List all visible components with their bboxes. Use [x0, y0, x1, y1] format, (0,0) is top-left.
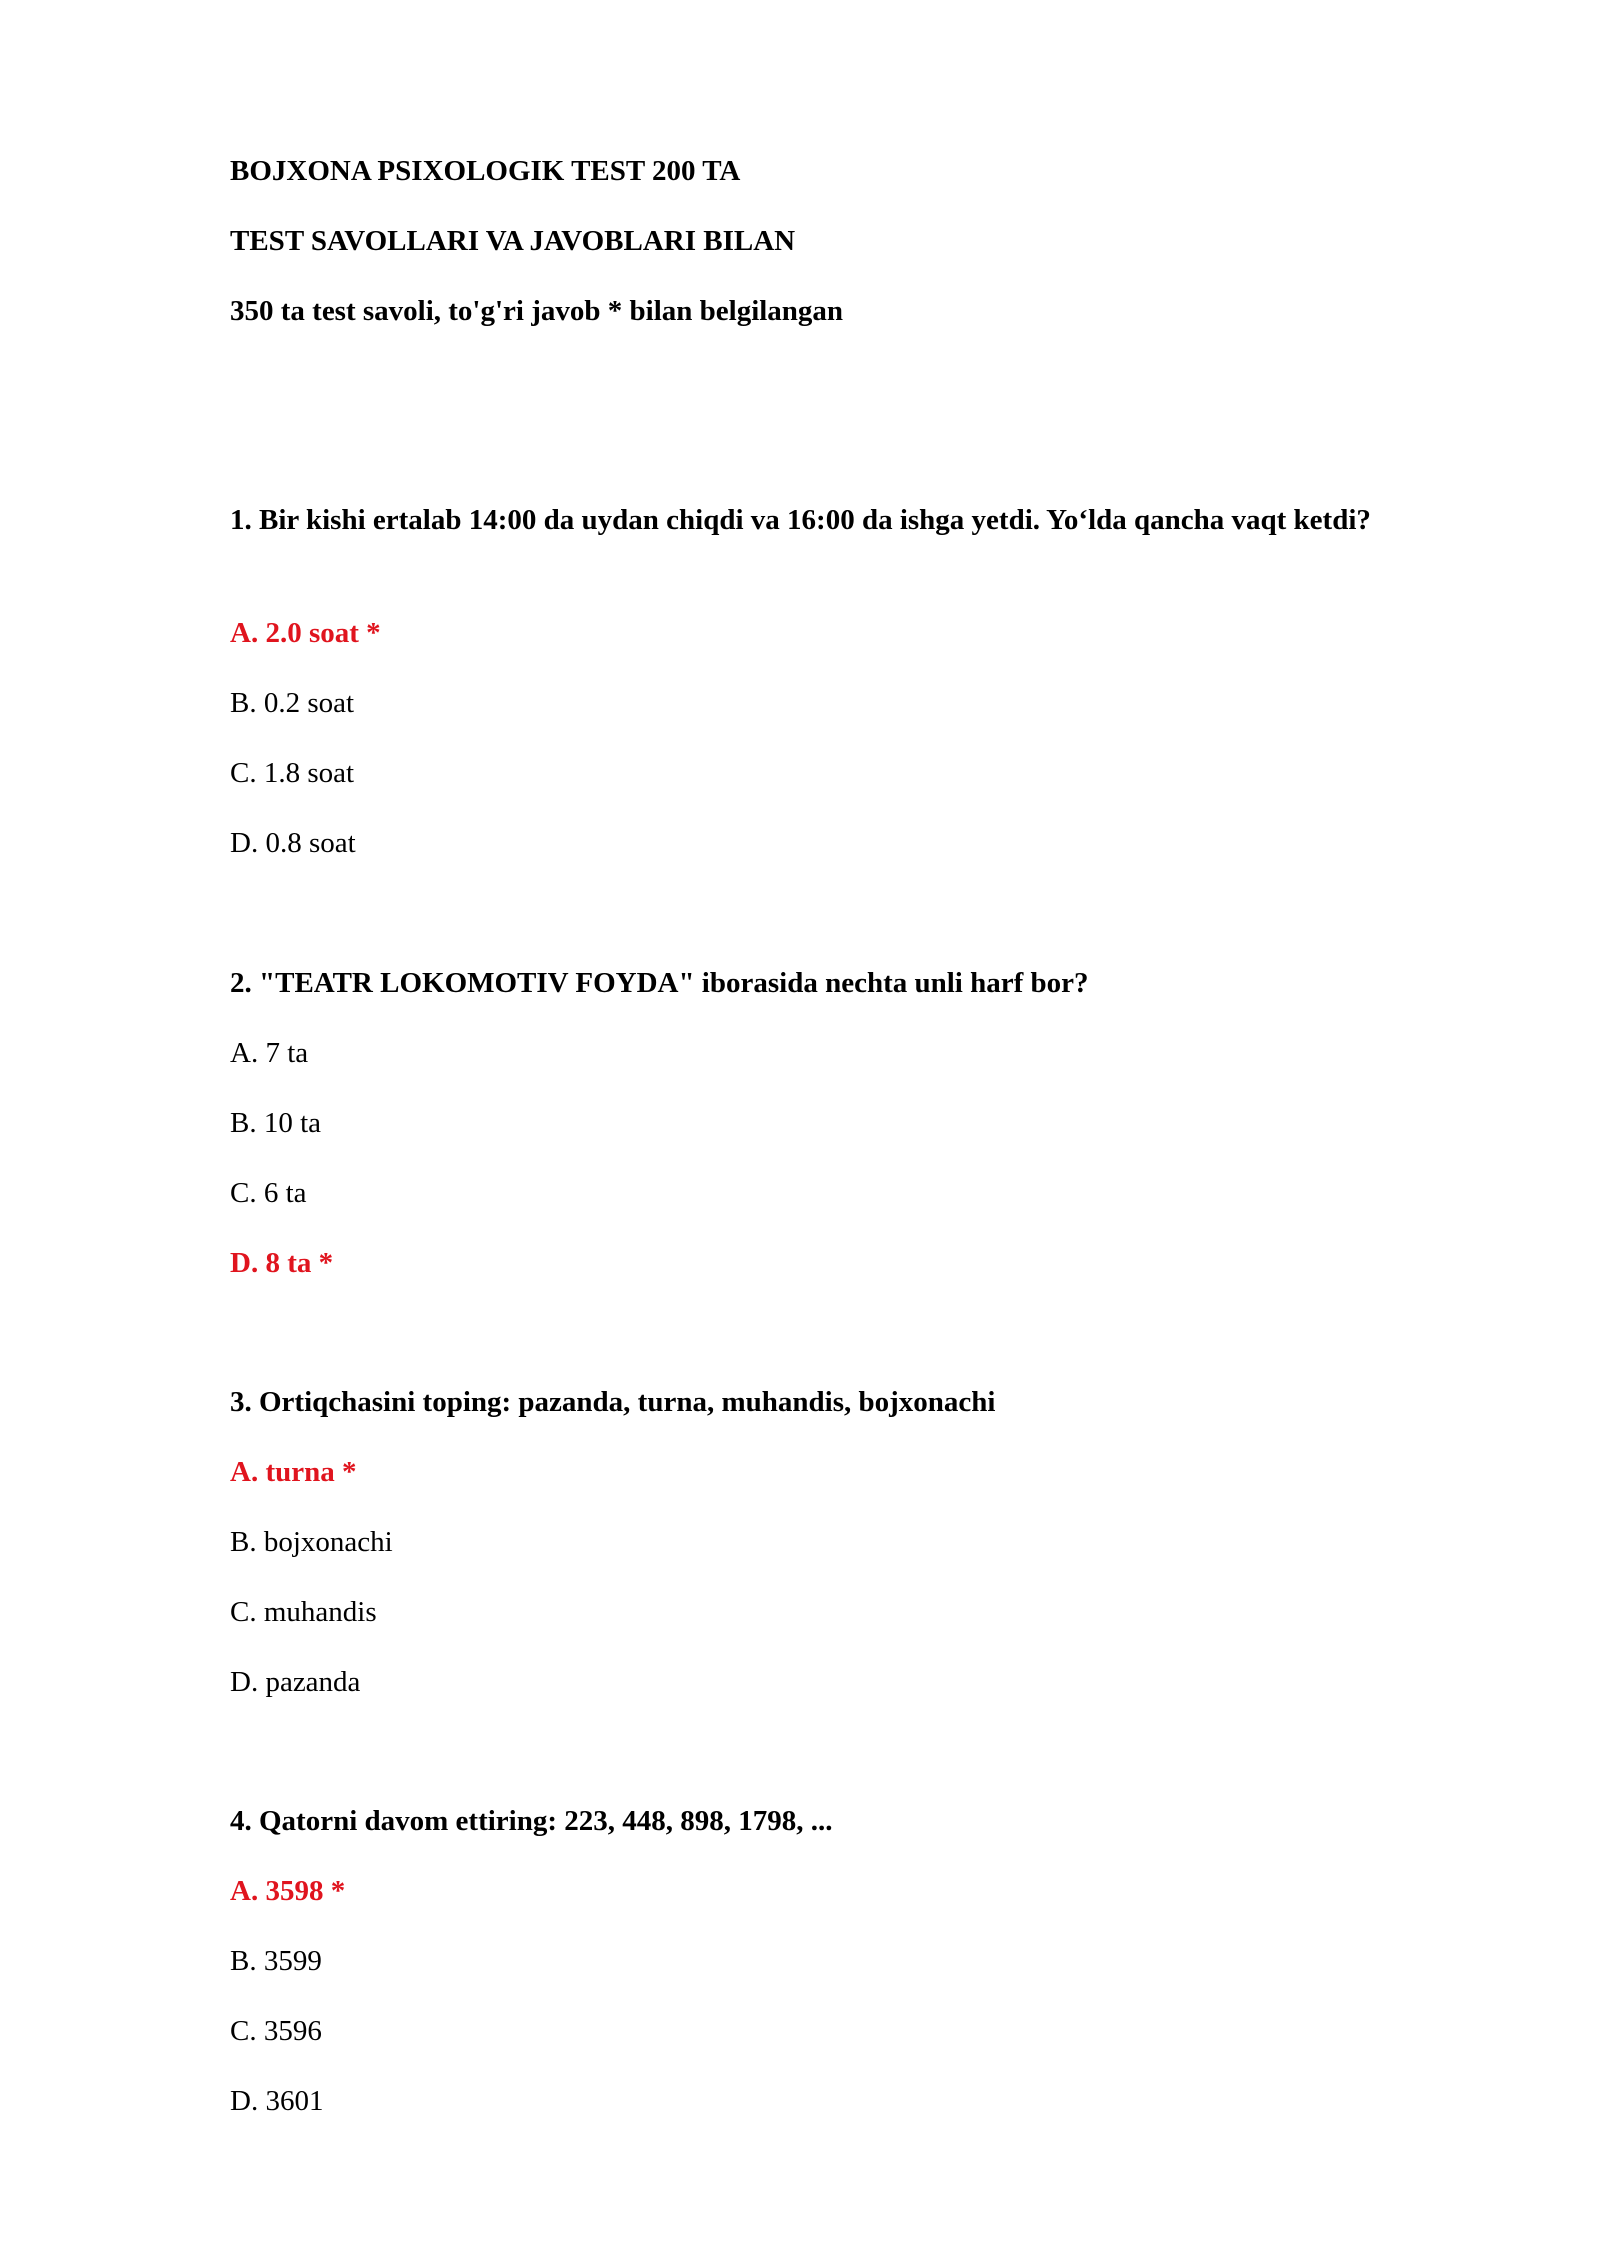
document-title: BOJXONA PSIXOLOGIK TEST 200 TA — [230, 155, 741, 187]
question-4-option-d: D. 3601 — [230, 2085, 324, 2117]
question-3-option-b: B. bojxonachi — [230, 1526, 393, 1558]
question-4-text: 4. Qatorni davom ettiring: 223, 448, 898, 1798, ... — [230, 1805, 833, 1837]
question-4-option-a: A. 3598 * — [230, 1875, 346, 1907]
question-1-text: 1. Bir kishi ertalab 14:00 da uydan chiqdi va 16:00 da ishga yetdi. Yo‘lda qancha vaqt ketdi? — [230, 504, 1371, 536]
question-1-option-b: B. 0.2 soat — [230, 687, 355, 719]
question-2-option-b: B. 10 ta — [230, 1107, 322, 1139]
question-1-option-c: C. 1.8 soat — [230, 757, 355, 789]
document-note: 350 ta test savoli, to'g'ri javob * bilan belgilangan — [230, 295, 844, 327]
document-subtitle: TEST SAVOLLARI VA JAVOBLARI BILAN — [230, 225, 796, 257]
question-3-option-d: D. pazanda — [230, 1666, 361, 1698]
question-1-option-d: D. 0.8 soat — [230, 827, 356, 859]
question-2-option-c: C. 6 ta — [230, 1177, 307, 1209]
question-4-option-c: C. 3596 — [230, 2015, 322, 2047]
question-2-option-d: D. 8 ta * — [230, 1247, 334, 1279]
question-2-option-a: A. 7 ta — [230, 1037, 309, 1069]
question-2-text: 2. "TEATR LOKOMOTIV FOYDA" iborasida nechta unli harf bor? — [230, 967, 1089, 999]
question-4-option-b: B. 3599 — [230, 1945, 322, 1977]
question-3-text: 3. Ortiqchasini toping: pazanda, turna, muhandis, bojxonachi — [230, 1386, 996, 1418]
question-1-option-a: A. 2.0 soat * — [230, 617, 381, 649]
question-3-option-c: C. muhandis — [230, 1596, 377, 1628]
question-3-option-a: A. turna * — [230, 1456, 357, 1488]
